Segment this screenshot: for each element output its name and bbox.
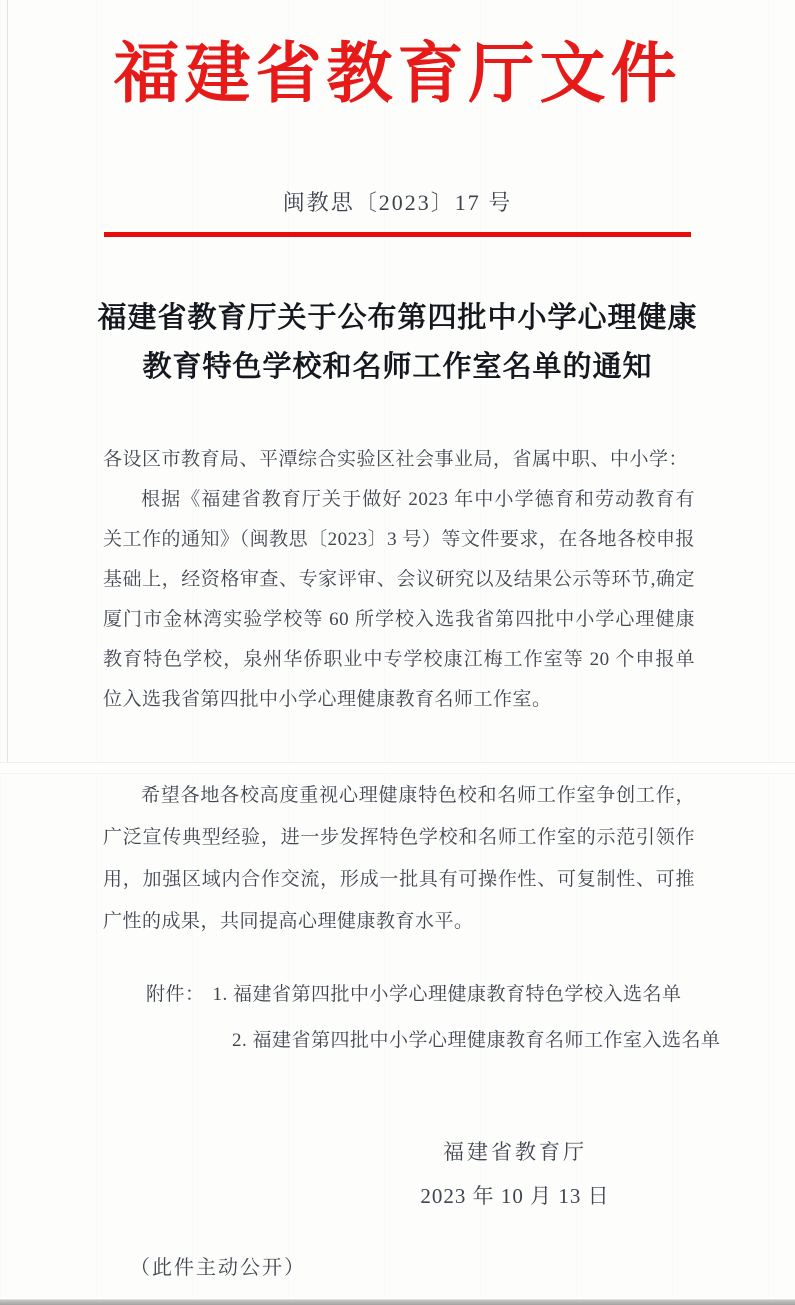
scan-page-join-band	[0, 762, 795, 774]
attachment-label: 附件：	[146, 984, 205, 1005]
notice-title-line2: 教育特色学校和名师工作室名单的通知	[142, 351, 653, 383]
paragraph-1: 根据《福建省教育厅关于做好 2023 年中小学德育和劳动教育有关工作的通知》（闽教思〔2023〕3 号）等文件要求，在各地各校申报基础上，经资格审查、专家评审、会议研究以及结果公示等环节,确定厦门市金林湾实验学校等 60 所学校入选我省第四批中小学心理健康教育特色学校，泉州华侨职业中专学校康江梅工作室等 20 个申报单位入选我省第四批中小学心理健康教育名师工作室。	[103, 489, 695, 710]
salutation-line: 各设区市教育局、平潭综合实验区社会事业局，省属中职、中小学：	[103, 449, 689, 470]
disclosure-note: （此件主动公开）	[130, 1257, 306, 1279]
scan-bottom-edge	[0, 1299, 795, 1305]
attachment-item-1: 1. 福建省第四批中小学心理健康教育特色学校入选名单	[212, 984, 682, 1005]
red-header-title: 福建省教育厅文件	[113, 38, 682, 111]
document-number: 闽教思〔2023〕17 号	[282, 190, 513, 215]
document-body-part1	[103, 440, 695, 720]
paragraph-2: 希望各地各校高度重视心理健康特色校和名师工作室争创工作，广泛宣传典型经验，进一步发挥特色学校和名师工作室的示范引领作用，加强区域内合作交流，形成一批具有可操作性、可复制性、可推广性的成果，共同提高心理健康教育水平。	[103, 785, 695, 932]
notice-title-line1: 福建省教育厅关于公布第四批中小学心理健康	[97, 302, 698, 334]
red-divider-line	[104, 232, 691, 237]
notice-title	[40, 294, 755, 392]
attachment-line-1	[146, 975, 682, 1015]
issue-date: 2023 年 10 月 13 日	[420, 1184, 610, 1208]
issuing-authority: 福建省教育厅	[443, 1140, 587, 1164]
attachment-item-2: 2. 福建省第四批中小学心理健康教育名师工作室入选名单	[232, 1030, 721, 1051]
